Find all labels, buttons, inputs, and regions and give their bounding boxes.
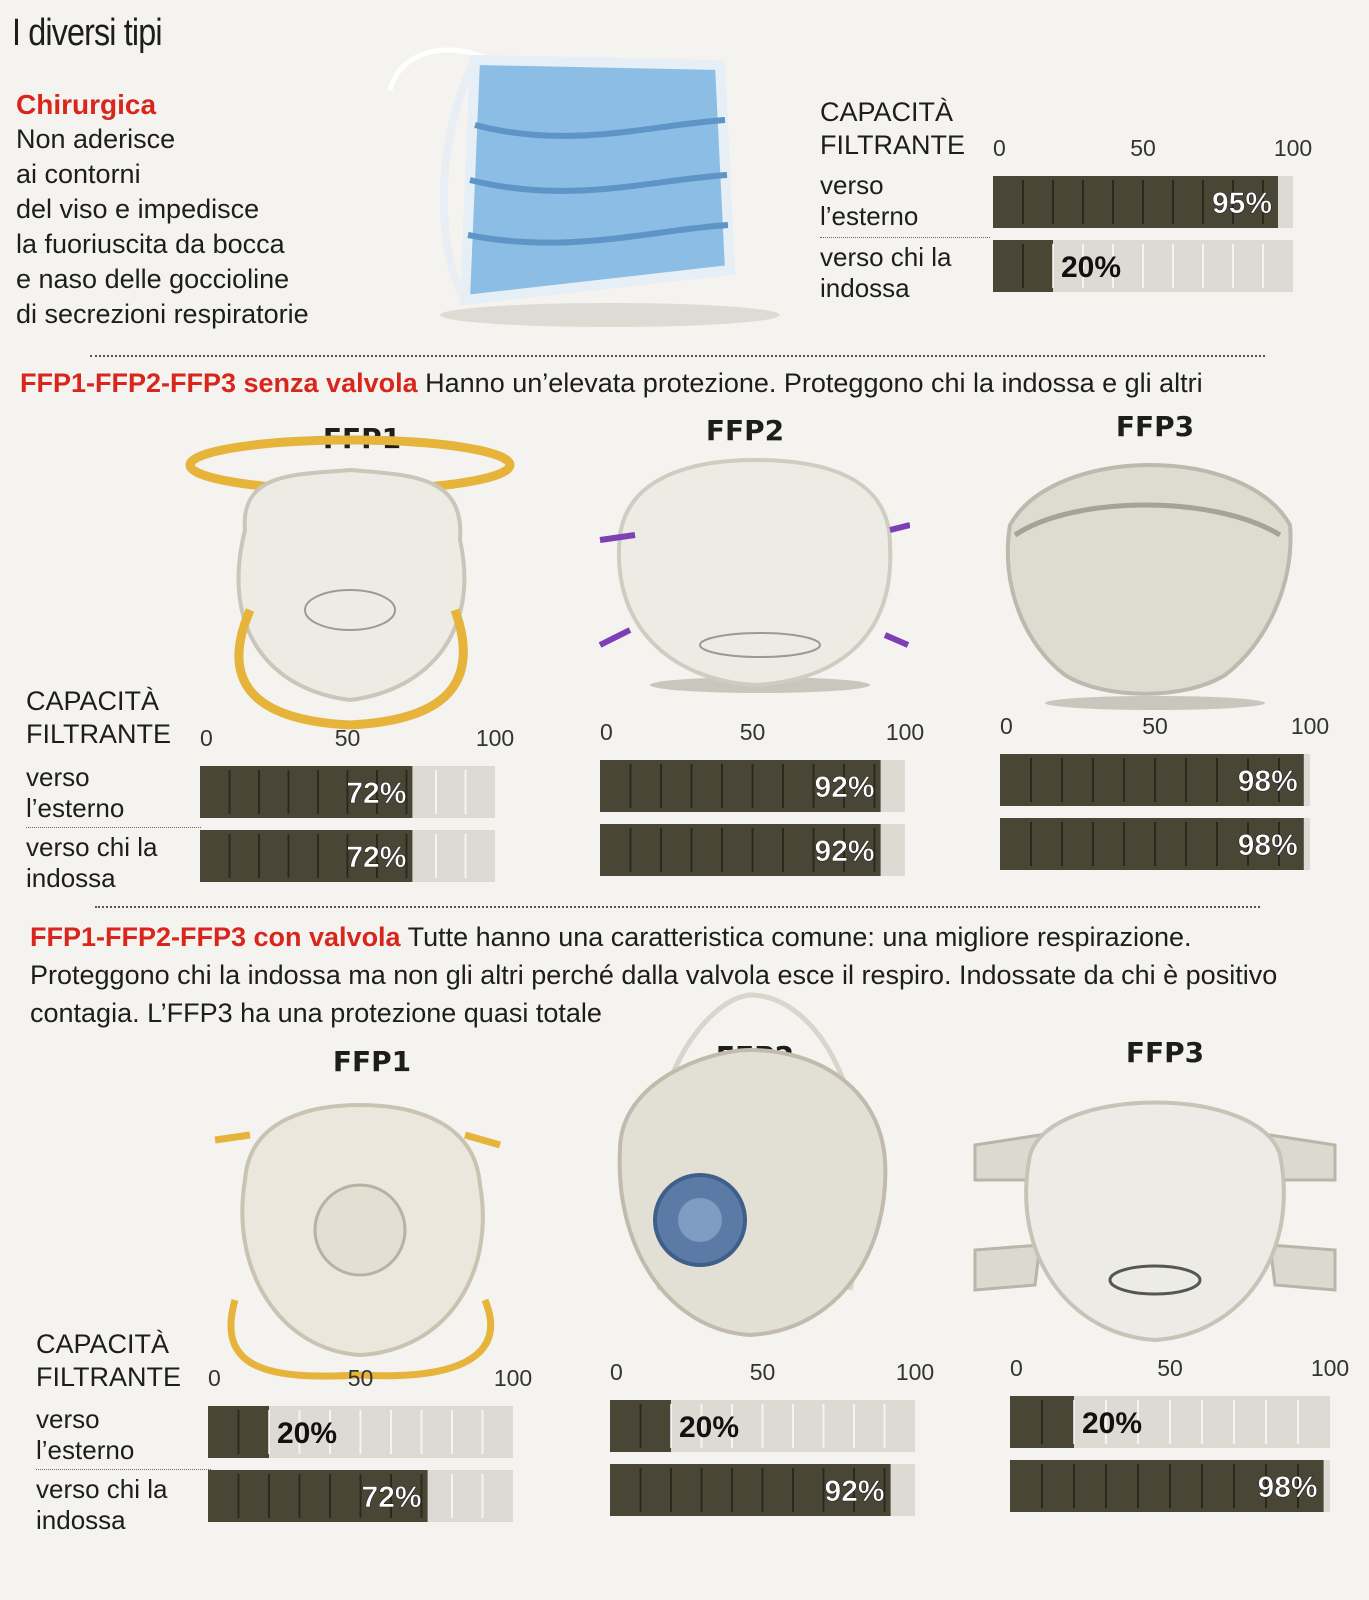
tick-label: 100: [493, 1365, 533, 1391]
tick-label: 100: [885, 719, 925, 745]
tick-label: 0: [208, 1365, 221, 1391]
surgical-description: [16, 88, 309, 332]
capacity-label: [820, 96, 965, 162]
section-valve-text: Tutte hanno una caratteristica comune: una migliore respirazione.: [407, 922, 1192, 952]
filter-chart-ffp3-no-valve: [992, 706, 1342, 876]
outward-label-line: verso: [820, 170, 884, 200]
ffp2-valve-mask-image: [600, 990, 920, 1370]
tick-label: 0: [1000, 713, 1013, 739]
data-label: 92%: [824, 1475, 885, 1508]
data-label: 72%: [346, 841, 407, 874]
section-no-valve-heading: FFP1-FFP2-FFP3 senza valvola: [20, 368, 418, 398]
tick-label: 100: [475, 725, 515, 751]
capacity-label-line: FILTRANTE: [26, 719, 172, 749]
tick-label: 50: [1157, 1355, 1183, 1381]
tick-label: 100: [1290, 713, 1330, 739]
outward-label: [26, 762, 124, 824]
capacity-label-line: FILTRANTE: [820, 130, 966, 160]
inward-label-line: indossa: [36, 1505, 126, 1535]
surgical-line: la fuoriuscita da bocca: [16, 229, 285, 259]
section-valve-text: Proteggono chi la indossa ma non gli altri perché dalla valvola esce il respiro. Indossate da chi è positivo: [30, 960, 1278, 990]
data-label: 72%: [346, 777, 407, 810]
tick-label: 0: [200, 725, 213, 751]
capacity-label: [26, 685, 171, 751]
data-label: 72%: [361, 1481, 422, 1514]
capacity-label-line: CAPACITÀ: [820, 97, 954, 127]
data-label: 20%: [1061, 251, 1122, 284]
filter-chart-ffp1-no-valve: [192, 718, 527, 888]
filter-chart-ffp1-valve: [200, 1358, 545, 1533]
inward-label: [26, 832, 158, 894]
capacity-label-line: CAPACITÀ: [36, 1329, 170, 1359]
data-label: 92%: [814, 771, 875, 804]
tick-label: 100: [1310, 1355, 1350, 1381]
outward-label: [820, 170, 918, 232]
row-divider: [36, 1469, 211, 1470]
surgical-line: Non aderisce: [16, 124, 176, 154]
data-label: 98%: [1257, 1471, 1318, 1504]
tick-label: 50: [334, 725, 361, 751]
outward-label-line: l’esterno: [36, 1435, 135, 1465]
inward-label-line: verso chi la: [820, 242, 952, 272]
inward-label-line: indossa: [26, 863, 116, 893]
surgical-heading: Chirurgica: [16, 89, 157, 120]
section-no-valve-text: Hanno un’elevata protezione. Proteggono chi la indossa e gli altri: [425, 368, 1203, 398]
ffp1-valve-mask-image: [210, 1100, 510, 1380]
ffp1-mask-image: [180, 430, 520, 740]
surgical-line: del viso e impedisce: [16, 194, 260, 224]
data-label: 98%: [1237, 765, 1298, 798]
data-label: 20%: [277, 1417, 338, 1450]
row-divider: [820, 237, 990, 238]
mask-label-ffp1: FFP1: [332, 1045, 412, 1078]
data-label: 92%: [814, 835, 875, 868]
tick-label: 50: [347, 1365, 374, 1391]
capacity-label: [36, 1328, 181, 1394]
surgical-mask-image: [370, 30, 790, 330]
mask-label-ffp1: FFP1: [322, 422, 402, 455]
section-valve-heading: FFP1-FFP2-FFP3 con valvola: [30, 922, 401, 952]
tick-label: 0: [610, 1359, 623, 1385]
mask-label-ffp2: FFP2: [705, 414, 785, 447]
inward-label-line: verso chi la: [26, 832, 158, 862]
tick-label: 0: [1010, 1355, 1023, 1381]
surgical-line: di secrezioni respiratorie: [16, 299, 309, 329]
filter-chart-ffp2-valve: [602, 1352, 947, 1527]
section-divider: [95, 906, 1260, 908]
ffp3-mask-image: [995, 445, 1295, 710]
mask-label-ffp3: FFP3: [1115, 410, 1195, 443]
data-label: 98%: [1237, 829, 1298, 862]
inward-label-line: verso chi la: [36, 1474, 168, 1504]
tick-label: 50: [1130, 135, 1156, 161]
outward-label: [36, 1404, 134, 1466]
section-valve-text: contagia. L’FFP3 ha una protezione quasi totale: [30, 998, 602, 1028]
data-label: 20%: [679, 1411, 740, 1444]
filter-chart-surgical: [985, 128, 1325, 303]
surgical-line: e naso delle goccioline: [16, 264, 290, 294]
tick-label: 0: [600, 719, 613, 745]
tick-label: 50: [1142, 713, 1168, 739]
inward-label: [36, 1474, 168, 1536]
tick-label: 0: [993, 135, 1006, 161]
ffp2-mask-image: [590, 445, 910, 695]
tick-label: 50: [739, 719, 766, 745]
ffp3-valve-mask-image: [970, 1075, 1340, 1355]
page-title: I diversi tipi: [12, 12, 162, 54]
tick-label: 100: [895, 1359, 935, 1385]
tick-label: 100: [1273, 135, 1313, 161]
inward-label-line: indossa: [820, 273, 910, 303]
section-divider: [90, 355, 1265, 357]
filter-chart-ffp2-no-valve: [592, 712, 937, 882]
data-label: 95%: [1211, 187, 1272, 220]
tick-label: 50: [749, 1359, 776, 1385]
capacity-label-line: FILTRANTE: [36, 1362, 182, 1392]
outward-label-line: l’esterno: [26, 793, 125, 823]
data-label: 20%: [1082, 1407, 1143, 1440]
row-divider: [26, 827, 201, 828]
outward-label-line: verso: [36, 1404, 100, 1434]
inward-label: [820, 242, 952, 304]
mask-label-ffp3: FFP3: [1125, 1036, 1205, 1069]
section-no-valve-header: [20, 368, 1203, 399]
surgical-line: ai contorni: [16, 159, 141, 189]
filter-chart-ffp3-valve: [1002, 1348, 1362, 1523]
outward-label-line: l’esterno: [820, 201, 919, 231]
outward-label-line: verso: [26, 762, 90, 792]
capacity-label-line: CAPACITÀ: [26, 686, 160, 716]
